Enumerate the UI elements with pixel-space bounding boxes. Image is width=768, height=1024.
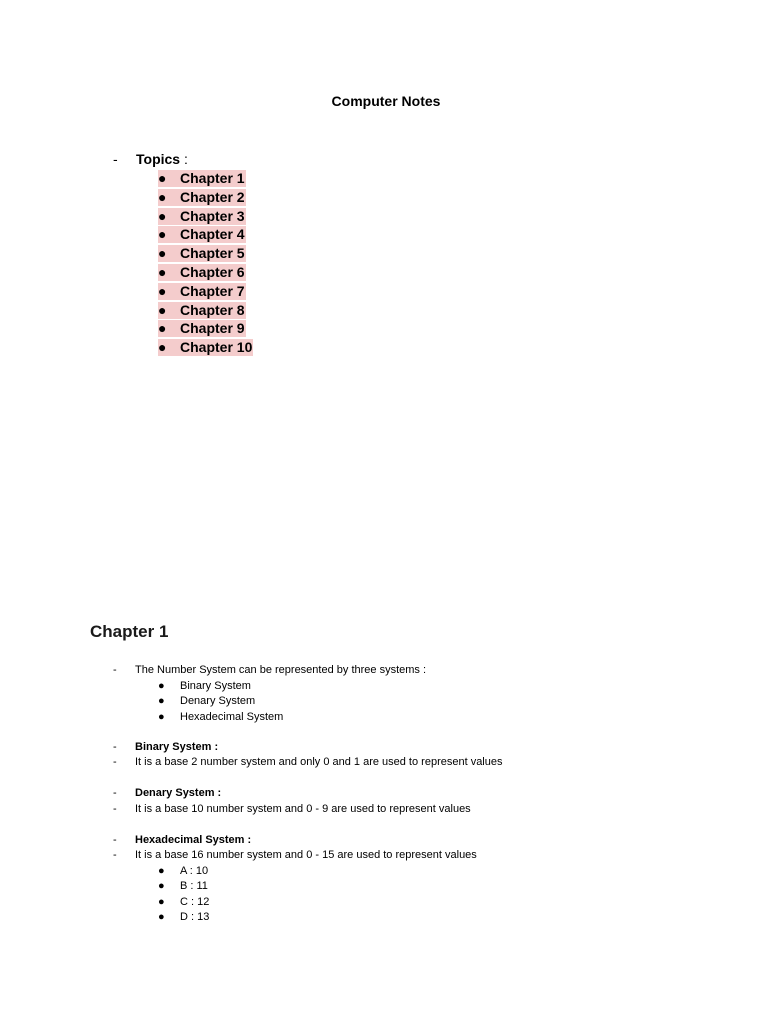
denary-label: Denary System : (135, 787, 222, 799)
bullet-icon: ● (158, 301, 167, 318)
dash-bullet: - (113, 151, 118, 167)
toc-highlight (158, 170, 246, 187)
system-name: Hexadecimal System (180, 710, 284, 723)
toc-item[interactable] (158, 264, 253, 283)
toc-label[interactable]: Chapter 8 (180, 301, 245, 318)
document-title: Computer Notes (331, 93, 441, 109)
hex-text-line (113, 848, 477, 862)
bullet-icon: ● (158, 263, 167, 280)
toc-label[interactable]: Chapter 1 (180, 170, 245, 186)
denary-text-line (113, 802, 471, 816)
dash-bullet: - (113, 803, 117, 815)
toc-item[interactable] (158, 170, 253, 189)
bullet-icon: ● (158, 207, 167, 224)
bullet-icon: ● (158, 910, 165, 923)
list-item (158, 879, 209, 894)
toc-highlight (158, 208, 246, 225)
dash-bullet: - (113, 834, 117, 846)
list-item (158, 895, 209, 910)
list-item (158, 864, 209, 879)
binary-heading-line (113, 740, 218, 754)
toc-item[interactable] (158, 245, 253, 264)
topics-list (158, 170, 253, 358)
toc-label[interactable]: Chapter 5 (180, 245, 245, 262)
toc-highlight (158, 264, 246, 281)
dash-bullet: - (113, 741, 117, 753)
dash-bullet: - (113, 664, 117, 676)
bullet-icon: ● (158, 710, 165, 723)
system-name: Denary System (180, 695, 256, 708)
bullet-icon: ● (158, 680, 165, 692)
topics-label: Topics (136, 151, 181, 167)
toc-label[interactable]: Chapter 10 (180, 339, 253, 356)
toc-item[interactable] (158, 339, 253, 358)
toc-highlight (158, 245, 246, 262)
toc-label[interactable]: Chapter 4 (180, 226, 245, 243)
toc-item[interactable] (158, 189, 253, 208)
binary-text: It is a base 2 number system and only 0 and 1 are used to represent values (135, 756, 503, 768)
toc-highlight (158, 189, 246, 206)
toc-item[interactable] (158, 208, 253, 227)
hex-value: C : 12 (180, 895, 210, 908)
toc-label[interactable]: Chapter 2 (180, 188, 245, 205)
bullet-icon: ● (158, 880, 165, 893)
bullet-icon: ● (158, 282, 167, 299)
hex-value: B : 11 (180, 880, 208, 893)
binary-label: Binary System : (135, 741, 219, 753)
hex-heading-line (113, 833, 251, 847)
intro-text: The Number System can be represented by three systems : (135, 664, 427, 676)
toc-label[interactable]: Chapter 7 (180, 282, 245, 299)
list-item (158, 679, 283, 694)
bullet-icon: ● (158, 865, 165, 877)
toc-item[interactable] (158, 302, 253, 321)
bullet-icon: ● (158, 188, 167, 205)
toc-label[interactable]: Chapter 6 (180, 263, 245, 280)
toc-highlight (158, 226, 246, 243)
hex-value: A : 10 (180, 865, 209, 877)
denary-text: It is a base 10 number system and 0 - 9 are used to represent values (135, 803, 471, 815)
toc-label[interactable]: Chapter 9 (180, 320, 245, 337)
bullet-icon: ● (158, 245, 167, 262)
bullet-icon: ● (158, 320, 167, 337)
dash-bullet: - (113, 756, 117, 768)
bullet-icon: ● (158, 170, 167, 186)
hex-value: D : 13 (180, 910, 210, 923)
systems-list (158, 679, 283, 725)
toc-highlight (158, 283, 246, 300)
toc-item[interactable] (158, 320, 253, 339)
toc-highlight (158, 339, 253, 356)
toc-highlight (158, 320, 246, 337)
list-item (158, 710, 283, 725)
toc-highlight (158, 302, 246, 319)
toc-label[interactable]: Chapter 3 (180, 207, 245, 224)
hex-text: It is a base 16 number system and 0 - 15 are used to represent values (135, 849, 477, 861)
dash-bullet: - (113, 849, 117, 861)
bullet-icon: ● (158, 226, 167, 243)
bullet-icon: ● (158, 895, 165, 908)
bullet-icon: ● (158, 695, 165, 708)
system-name: Binary System (180, 680, 251, 692)
bullet-icon: ● (158, 339, 167, 356)
dash-bullet: - (113, 787, 117, 799)
chapter-heading: Chapter 1 (90, 622, 169, 641)
toc-item[interactable] (158, 283, 253, 302)
topics-suffix: : (180, 151, 188, 167)
toc-item[interactable] (158, 226, 253, 245)
topics-line (113, 151, 188, 168)
intro-line (113, 663, 426, 677)
binary-text-line (113, 755, 503, 769)
denary-heading-line (113, 786, 221, 800)
hex-label: Hexadecimal System : (135, 834, 252, 846)
list-item (158, 910, 209, 925)
hex-values-list (158, 864, 209, 925)
list-item (158, 694, 283, 709)
